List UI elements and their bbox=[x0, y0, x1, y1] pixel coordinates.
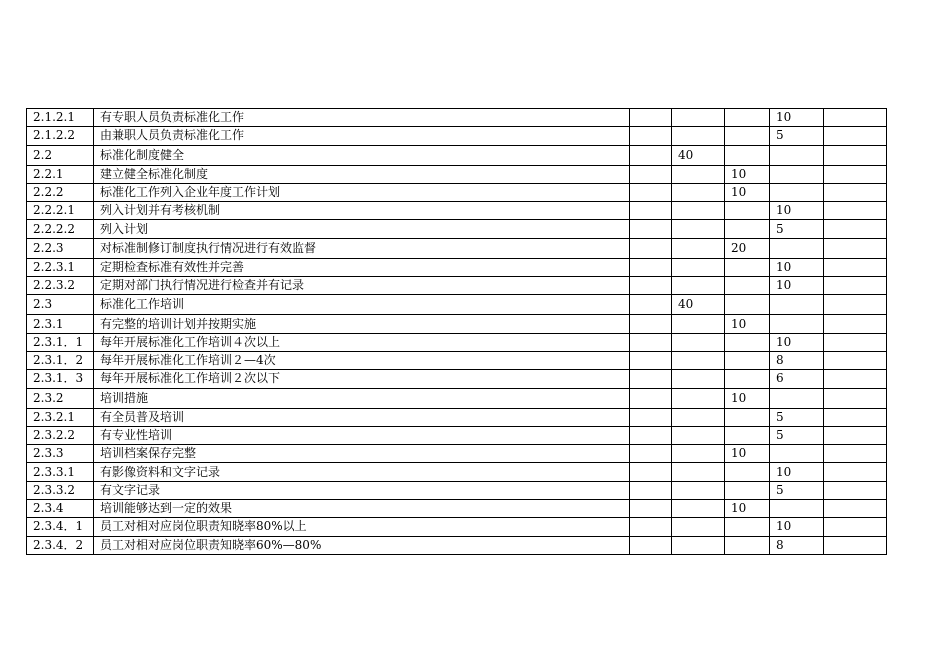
item-description-cell: 每年开展标准化工作培训２次以下 bbox=[94, 370, 630, 388]
category-score-cell bbox=[672, 258, 725, 276]
table-row bbox=[27, 518, 887, 536]
subitem-score-cell bbox=[725, 258, 770, 276]
column-a-cell bbox=[630, 463, 672, 481]
item-code-cell: 2.1.2.2 bbox=[27, 127, 94, 145]
detail-score-cell bbox=[770, 388, 824, 408]
column-e-cell bbox=[824, 315, 887, 333]
column-e-cell bbox=[824, 238, 887, 258]
item-code-cell: 2.3.2.1 bbox=[27, 408, 94, 426]
column-e-cell bbox=[824, 536, 887, 554]
column-a-cell bbox=[630, 408, 672, 426]
subitem-score-cell bbox=[725, 518, 770, 536]
table-row bbox=[27, 109, 887, 127]
item-code-cell: 2.2.3 bbox=[27, 238, 94, 258]
category-score-cell bbox=[672, 238, 725, 258]
table-row bbox=[27, 351, 887, 369]
table-row bbox=[27, 238, 887, 258]
item-description-cell: 有专业性培训 bbox=[94, 426, 630, 444]
subitem-score-cell bbox=[725, 463, 770, 481]
subitem-score-cell bbox=[725, 536, 770, 554]
item-code-cell: 2.3.3 bbox=[27, 445, 94, 463]
category-score-cell bbox=[672, 536, 725, 554]
item-code-cell: 2.3.1．1 bbox=[27, 333, 94, 351]
item-code-cell: 2.2.2 bbox=[27, 183, 94, 201]
column-a-cell bbox=[630, 202, 672, 220]
table-row bbox=[27, 445, 887, 463]
category-score-cell: 40 bbox=[672, 295, 725, 315]
item-description-cell: 每年开展标准化工作培训４次以上 bbox=[94, 333, 630, 351]
subitem-score-cell bbox=[725, 145, 770, 165]
column-e-cell bbox=[824, 145, 887, 165]
column-a-cell bbox=[630, 145, 672, 165]
table-row bbox=[27, 315, 887, 333]
detail-score-cell: 10 bbox=[770, 333, 824, 351]
column-a-cell bbox=[630, 315, 672, 333]
item-description-cell: 定期检查标准有效性并完善 bbox=[94, 258, 630, 276]
subitem-score-cell bbox=[725, 295, 770, 315]
item-code-cell: 2.2.3.2 bbox=[27, 277, 94, 295]
table-row bbox=[27, 183, 887, 201]
subitem-score-cell: 10 bbox=[725, 183, 770, 201]
item-description-cell: 每年开展标准化工作培训２—4次 bbox=[94, 351, 630, 369]
scoring-table-body bbox=[27, 109, 887, 555]
column-a-cell bbox=[630, 165, 672, 183]
column-e-cell bbox=[824, 202, 887, 220]
category-score-cell bbox=[672, 277, 725, 295]
detail-score-cell: 10 bbox=[770, 518, 824, 536]
column-e-cell bbox=[824, 165, 887, 183]
table-row bbox=[27, 127, 887, 145]
detail-score-cell bbox=[770, 295, 824, 315]
item-description-cell: 标准化制度健全 bbox=[94, 145, 630, 165]
column-a-cell bbox=[630, 388, 672, 408]
column-e-cell bbox=[824, 370, 887, 388]
category-score-cell bbox=[672, 127, 725, 145]
detail-score-cell: 10 bbox=[770, 277, 824, 295]
subitem-score-cell: 10 bbox=[725, 165, 770, 183]
item-code-cell: 2.3.1 bbox=[27, 315, 94, 333]
category-score-cell bbox=[672, 370, 725, 388]
category-score-cell bbox=[672, 351, 725, 369]
column-e-cell bbox=[824, 295, 887, 315]
table-row bbox=[27, 463, 887, 481]
item-description-cell: 标准化工作培训 bbox=[94, 295, 630, 315]
column-a-cell bbox=[630, 127, 672, 145]
item-code-cell: 2.3 bbox=[27, 295, 94, 315]
table-row bbox=[27, 536, 887, 554]
item-code-cell: 2.2.1 bbox=[27, 165, 94, 183]
column-e-cell bbox=[824, 333, 887, 351]
detail-score-cell: 5 bbox=[770, 408, 824, 426]
item-description-cell: 培训档案保存完整 bbox=[94, 445, 630, 463]
item-description-cell: 建立健全标准化制度 bbox=[94, 165, 630, 183]
item-description-cell: 培训能够达到一定的效果 bbox=[94, 500, 630, 518]
column-a-cell bbox=[630, 481, 672, 499]
item-code-cell: 2.3.1．2 bbox=[27, 351, 94, 369]
subitem-score-cell bbox=[725, 426, 770, 444]
column-a-cell bbox=[630, 238, 672, 258]
detail-score-cell bbox=[770, 315, 824, 333]
scoring-table bbox=[26, 108, 887, 555]
table-row bbox=[27, 145, 887, 165]
column-a-cell bbox=[630, 536, 672, 554]
detail-score-cell bbox=[770, 183, 824, 201]
column-a-cell bbox=[630, 183, 672, 201]
table-row bbox=[27, 220, 887, 238]
item-description-cell: 有完整的培训计划并按期实施 bbox=[94, 315, 630, 333]
category-score-cell bbox=[672, 220, 725, 238]
column-e-cell bbox=[824, 183, 887, 201]
column-e-cell bbox=[824, 351, 887, 369]
item-code-cell: 2.2.2.1 bbox=[27, 202, 94, 220]
category-score-cell bbox=[672, 315, 725, 333]
detail-score-cell: 10 bbox=[770, 463, 824, 481]
item-description-cell: 有文字记录 bbox=[94, 481, 630, 499]
detail-score-cell bbox=[770, 238, 824, 258]
column-e-cell bbox=[824, 388, 887, 408]
item-code-cell: 2.3.1．3 bbox=[27, 370, 94, 388]
column-a-cell bbox=[630, 333, 672, 351]
detail-score-cell bbox=[770, 165, 824, 183]
item-code-cell: 2.2.2.2 bbox=[27, 220, 94, 238]
column-a-cell bbox=[630, 109, 672, 127]
detail-score-cell: 5 bbox=[770, 481, 824, 499]
subitem-score-cell bbox=[725, 220, 770, 238]
category-score-cell bbox=[672, 183, 725, 201]
column-e-cell bbox=[824, 109, 887, 127]
item-description-cell: 标准化工作列入企业年度工作计划 bbox=[94, 183, 630, 201]
item-code-cell: 2.3.4．1 bbox=[27, 518, 94, 536]
item-code-cell: 2.3.3.1 bbox=[27, 463, 94, 481]
item-description-cell: 有专职人员负责标准化工作 bbox=[94, 109, 630, 127]
item-code-cell: 2.2 bbox=[27, 145, 94, 165]
column-e-cell bbox=[824, 277, 887, 295]
column-e-cell bbox=[824, 258, 887, 276]
item-description-cell: 培训措施 bbox=[94, 388, 630, 408]
table-row bbox=[27, 165, 887, 183]
category-score-cell bbox=[672, 165, 725, 183]
category-score-cell bbox=[672, 500, 725, 518]
table-row bbox=[27, 202, 887, 220]
subitem-score-cell: 10 bbox=[725, 500, 770, 518]
category-score-cell bbox=[672, 426, 725, 444]
subitem-score-cell bbox=[725, 127, 770, 145]
item-code-cell: 2.3.3.2 bbox=[27, 481, 94, 499]
column-e-cell bbox=[824, 463, 887, 481]
column-e-cell bbox=[824, 408, 887, 426]
item-code-cell: 2.2.3.1 bbox=[27, 258, 94, 276]
detail-score-cell: 6 bbox=[770, 370, 824, 388]
item-description-cell: 列入计划 bbox=[94, 220, 630, 238]
item-description-cell: 有影像资料和文字记录 bbox=[94, 463, 630, 481]
column-a-cell bbox=[630, 295, 672, 315]
category-score-cell bbox=[672, 202, 725, 220]
item-code-cell: 2.3.2.2 bbox=[27, 426, 94, 444]
subitem-score-cell: 10 bbox=[725, 388, 770, 408]
table-row bbox=[27, 295, 887, 315]
item-description-cell: 员工对相对应岗位职责知晓率60%—80% bbox=[94, 536, 630, 554]
table-row bbox=[27, 426, 887, 444]
category-score-cell bbox=[672, 333, 725, 351]
detail-score-cell bbox=[770, 445, 824, 463]
item-description-cell: 由兼职人员负责标准化工作 bbox=[94, 127, 630, 145]
subitem-score-cell bbox=[725, 202, 770, 220]
column-a-cell bbox=[630, 220, 672, 238]
table-row bbox=[27, 258, 887, 276]
subitem-score-cell: 20 bbox=[725, 238, 770, 258]
item-description-cell: 列入计划并有考核机制 bbox=[94, 202, 630, 220]
detail-score-cell bbox=[770, 145, 824, 165]
column-a-cell bbox=[630, 445, 672, 463]
category-score-cell bbox=[672, 463, 725, 481]
detail-score-cell: 5 bbox=[770, 426, 824, 444]
subitem-score-cell bbox=[725, 277, 770, 295]
column-a-cell bbox=[630, 351, 672, 369]
column-e-cell bbox=[824, 220, 887, 238]
subitem-score-cell bbox=[725, 333, 770, 351]
subitem-score-cell bbox=[725, 351, 770, 369]
column-e-cell bbox=[824, 500, 887, 518]
detail-score-cell: 5 bbox=[770, 127, 824, 145]
subitem-score-cell bbox=[725, 408, 770, 426]
column-a-cell bbox=[630, 500, 672, 518]
table-row bbox=[27, 333, 887, 351]
item-description-cell: 员工对相对应岗位职责知晓率80%以上 bbox=[94, 518, 630, 536]
column-e-cell bbox=[824, 518, 887, 536]
column-e-cell bbox=[824, 127, 887, 145]
column-e-cell bbox=[824, 481, 887, 499]
item-description-cell: 有全员普及培训 bbox=[94, 408, 630, 426]
detail-score-cell: 10 bbox=[770, 202, 824, 220]
table-row bbox=[27, 408, 887, 426]
table-row bbox=[27, 370, 887, 388]
column-a-cell bbox=[630, 518, 672, 536]
item-code-cell: 2.3.4．2 bbox=[27, 536, 94, 554]
column-a-cell bbox=[630, 370, 672, 388]
column-e-cell bbox=[824, 426, 887, 444]
detail-score-cell: 10 bbox=[770, 109, 824, 127]
category-score-cell bbox=[672, 481, 725, 499]
detail-score-cell: 8 bbox=[770, 351, 824, 369]
subitem-score-cell bbox=[725, 370, 770, 388]
category-score-cell bbox=[672, 518, 725, 536]
table-row bbox=[27, 388, 887, 408]
subitem-score-cell: 10 bbox=[725, 315, 770, 333]
table-row bbox=[27, 481, 887, 499]
column-e-cell bbox=[824, 445, 887, 463]
item-code-cell: 2.3.4 bbox=[27, 500, 94, 518]
subitem-score-cell bbox=[725, 109, 770, 127]
column-a-cell bbox=[630, 258, 672, 276]
item-description-cell: 定期对部门执行情况进行检查并有记录 bbox=[94, 277, 630, 295]
category-score-cell bbox=[672, 408, 725, 426]
category-score-cell bbox=[672, 445, 725, 463]
item-code-cell: 2.3.2 bbox=[27, 388, 94, 408]
column-a-cell bbox=[630, 277, 672, 295]
column-a-cell bbox=[630, 426, 672, 444]
detail-score-cell: 10 bbox=[770, 258, 824, 276]
category-score-cell: 40 bbox=[672, 145, 725, 165]
detail-score-cell: 8 bbox=[770, 536, 824, 554]
category-score-cell bbox=[672, 109, 725, 127]
subitem-score-cell: 10 bbox=[725, 445, 770, 463]
table-row bbox=[27, 500, 887, 518]
table-row bbox=[27, 277, 887, 295]
subitem-score-cell bbox=[725, 481, 770, 499]
item-code-cell: 2.1.2.1 bbox=[27, 109, 94, 127]
detail-score-cell: 5 bbox=[770, 220, 824, 238]
category-score-cell bbox=[672, 388, 725, 408]
item-description-cell: 对标准制修订制度执行情况进行有效监督 bbox=[94, 238, 630, 258]
detail-score-cell bbox=[770, 500, 824, 518]
